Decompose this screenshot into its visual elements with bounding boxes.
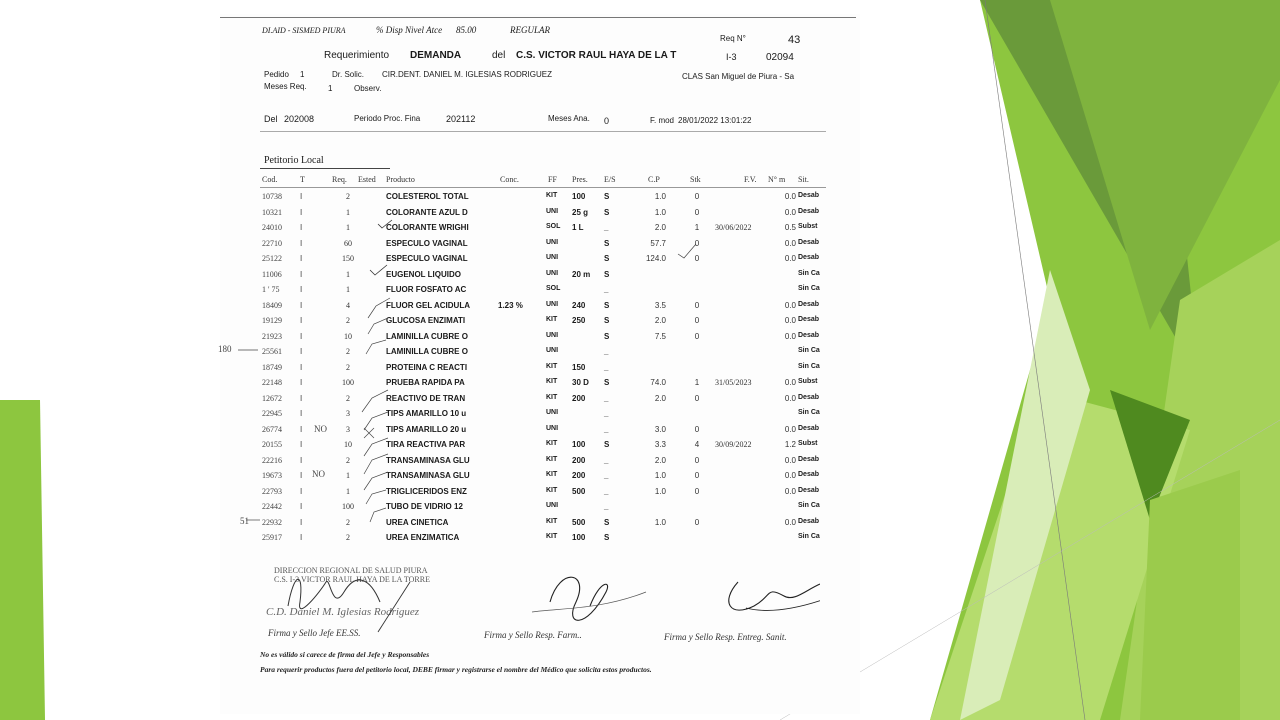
cell-es: _ xyxy=(604,362,609,372)
cell-t: I xyxy=(300,409,303,418)
cell-cod: 22148 xyxy=(262,378,282,387)
cell-sit: Desab xyxy=(798,192,820,199)
cell-producto: TIPS AMARILLO 20 u xyxy=(386,424,467,434)
footer-note-1: No es válido si carece de firma del Jefe y Responsables xyxy=(260,650,430,659)
petitorio-label: Petitorio Local xyxy=(264,155,324,166)
cell-pres: 240 xyxy=(572,300,586,310)
margin-note-c: NO xyxy=(312,469,325,479)
pedido-value: 1 xyxy=(300,70,305,79)
cell-req: 1 xyxy=(346,486,350,496)
cell-cod: 22216 xyxy=(262,455,282,465)
cell-stk: 0 xyxy=(694,300,700,310)
cell-pres: 200 xyxy=(572,393,586,403)
cell-nm: 0.0 xyxy=(784,300,796,310)
cell-producto: TRANSAMINASA GLU xyxy=(386,471,470,480)
org-name: DI.AID - SISMED PIURA xyxy=(262,26,346,35)
cell-ff: UNI xyxy=(546,238,559,246)
cell-nm: 0.0 xyxy=(784,192,796,201)
cell-req: 2 xyxy=(346,455,350,465)
cell-pres: 200 xyxy=(572,455,586,465)
cell-stk: 0 xyxy=(694,517,700,527)
cell-producto: EUGENOL LIQUIDO xyxy=(386,269,461,279)
cell-t: I xyxy=(300,331,303,341)
cell-producto: TRANSAMINASA GLU xyxy=(386,455,470,465)
cell-producto: TRIGLICERIDOS ENZ xyxy=(386,486,467,496)
cell-nm: 0.0 xyxy=(784,238,796,248)
cell-cod: 18409 xyxy=(262,300,282,310)
cell-cod: 22793 xyxy=(262,486,282,496)
cell-cp: 3.0 xyxy=(654,424,666,434)
cell-stk: 0 xyxy=(694,254,700,263)
cell-req: 10 xyxy=(344,331,352,341)
cell-sit: Desab xyxy=(798,331,820,339)
fmod-label: F. mod xyxy=(650,116,675,125)
cell-producto: ESPECULO VAGINAL xyxy=(386,254,468,263)
periodo-value: 202112 xyxy=(446,114,476,124)
signature-label-farm: Firma y Sello Resp. Farm.. xyxy=(484,630,582,640)
cell-cp: 2.0 xyxy=(654,223,666,232)
cell-stk: 1 xyxy=(694,223,700,232)
cell-t: I xyxy=(300,238,303,248)
cell-stk: 0 xyxy=(694,455,700,465)
cell-cod: 21923 xyxy=(262,331,282,341)
cell-producto: UREA ENZIMATICA xyxy=(386,533,460,542)
cell-fv: 30/09/2022 xyxy=(715,440,752,449)
cell-nm: 0.5 xyxy=(784,223,796,232)
cell-nm: 0.0 xyxy=(784,207,796,217)
cell-producto: FLUOR GEL ACIDULA xyxy=(386,300,470,310)
cell-t: I xyxy=(300,533,303,542)
cell-producto: REACTIVO DE TRAN xyxy=(386,393,466,403)
cell-cp: 74.0 xyxy=(650,378,666,387)
cell-cod: 25122 xyxy=(262,254,282,263)
cell-producto: UREA CINETICA xyxy=(386,517,449,527)
col-fv: F.V. xyxy=(744,175,757,184)
cell-cod: 18749 xyxy=(262,362,282,372)
cell-nm: 0.0 xyxy=(784,393,796,403)
cell-stk: 0 xyxy=(694,471,700,480)
cell-req: 3 xyxy=(346,424,350,434)
cell-cp: 3.5 xyxy=(654,300,666,310)
cell-sit: Desab xyxy=(798,316,820,323)
cell-sit: Desab xyxy=(798,424,820,432)
cell-t: I xyxy=(300,517,303,527)
cell-fv: 30/06/2022 xyxy=(715,223,752,232)
cell-t: I xyxy=(300,486,303,496)
cell-req: 150 xyxy=(342,254,354,263)
cell-sit: Desab xyxy=(798,254,820,261)
cell-stk: 0 xyxy=(694,424,700,434)
cell-ff: KIT xyxy=(546,192,558,199)
cell-t: I xyxy=(300,455,303,465)
cell-pres: 100 xyxy=(572,440,586,449)
cell-t: I xyxy=(300,207,303,217)
cell-req: 1 xyxy=(346,285,350,294)
cell-cod: 26774 xyxy=(262,424,282,434)
title-code: 02094 xyxy=(766,52,794,63)
cell-t: I xyxy=(300,440,303,449)
cell-nm: 0.0 xyxy=(784,254,796,263)
cell-es: S xyxy=(604,533,610,542)
col-sit: Sit. xyxy=(798,175,809,184)
cell-stk: 1 xyxy=(694,378,700,387)
cell-req: 2 xyxy=(346,393,350,403)
cell-pres: 20 m xyxy=(572,269,591,279)
cell-es: _ xyxy=(604,285,609,294)
title-prefix: Requerimiento xyxy=(324,50,390,61)
cell-ff: UNI xyxy=(546,424,559,432)
cell-ff: UNI xyxy=(546,207,559,215)
cell-pres: 100 xyxy=(572,192,586,201)
col-ff: FF xyxy=(548,175,557,184)
cell-cp: 2.0 xyxy=(654,316,666,325)
cell-nm: 0.0 xyxy=(784,331,796,341)
cell-ff: KIT xyxy=(546,362,558,370)
cell-es: S xyxy=(604,207,610,217)
cell-ff: KIT xyxy=(546,517,558,525)
cell-req: 100 xyxy=(342,378,354,387)
cell-es: _ xyxy=(604,223,609,232)
cell-cp: 1.0 xyxy=(654,517,666,527)
cell-cod: 19129 xyxy=(262,316,282,325)
cell-ff: SOL xyxy=(546,223,561,230)
cell-sit: Desab xyxy=(798,486,820,494)
cell-producto: COLORANTE WRIGHI xyxy=(386,223,469,232)
cell-stk: 0 xyxy=(694,207,700,217)
col-t: T xyxy=(300,175,305,184)
cell-stk: 0 xyxy=(694,316,700,325)
cell-es: _ xyxy=(604,471,609,480)
cell-cod: 10738 xyxy=(262,192,282,201)
cell-pres: 25 g xyxy=(572,207,589,217)
col-conc: Conc. xyxy=(500,175,519,184)
cell-pres: 150 xyxy=(572,362,586,372)
margin-note-a: 180 xyxy=(218,344,232,354)
title-type: DEMANDA xyxy=(410,50,462,61)
cell-stk: 0 xyxy=(694,331,700,341)
cell-req: 1 xyxy=(346,207,350,217)
req-number-label: Req N° xyxy=(720,34,746,43)
cell-producto: PRUEBA RAPIDA PA xyxy=(386,378,465,387)
cell-t: I xyxy=(300,362,303,372)
cell-es: S xyxy=(604,440,610,449)
cell-t: I xyxy=(300,393,303,403)
handwritten-annotations xyxy=(220,184,860,544)
cell-req: 2 xyxy=(346,192,350,201)
solic-value: CIR.DENT. DANIEL M. IGLESIAS RODRIGUEZ xyxy=(382,70,552,79)
cell-cod: 20155 xyxy=(262,440,282,449)
cell-cod: 25917 xyxy=(262,533,282,542)
clas-value: CLAS San Miguel de Piura - Sa xyxy=(682,72,795,81)
cell-es: _ xyxy=(604,502,609,511)
cell-es: _ xyxy=(604,455,609,465)
cell-es: S xyxy=(604,254,610,263)
cell-sit: Desab xyxy=(798,517,820,525)
cell-sit: Sin Ca xyxy=(798,533,820,540)
cell-producto: PROTEINA C REACTI xyxy=(386,362,468,372)
cell-ff: UNI xyxy=(546,269,559,277)
cell-nm: 0.0 xyxy=(784,471,796,480)
cell-ff: KIT xyxy=(546,316,558,323)
col-req: Req. xyxy=(332,175,347,184)
cell-req: 100 xyxy=(342,502,354,511)
meses-ana-value: 0 xyxy=(604,116,610,126)
solic-label: Dr. Solic. xyxy=(332,70,365,79)
cell-t: I xyxy=(300,378,303,387)
cell-nm: 1.2 xyxy=(784,440,796,449)
cell-es: S xyxy=(604,316,610,325)
cell-ff: UNI xyxy=(546,347,559,354)
col-nm: N° m xyxy=(768,175,786,184)
footer-note-2: Para requerir productos fuera del petitorio local, DEBE firmar y registrarse el nombre del Médico que solicita estos productos. xyxy=(260,665,652,674)
cell-nm: 0.0 xyxy=(784,378,796,387)
margin-note-b: NO xyxy=(314,424,327,434)
col-es: E/S xyxy=(604,175,616,184)
cell-cod: 10321 xyxy=(262,207,282,217)
cell-stk: 0 xyxy=(694,486,700,496)
cell-cod: 25561 xyxy=(262,347,282,356)
del-label: Del xyxy=(264,114,278,124)
cell-producto: TIRA REACTIVA PAR xyxy=(386,440,466,449)
cell-cod: 19673 xyxy=(262,471,282,480)
cell-t: I xyxy=(300,223,303,232)
cell-sit: Sin Ca xyxy=(798,502,820,509)
cell-nm: 0.0 xyxy=(784,455,796,465)
cell-stk: 0 xyxy=(694,238,700,248)
cell-es: S xyxy=(604,269,610,279)
cell-ff: UNI xyxy=(546,502,559,509)
cell-ff: KIT xyxy=(546,486,558,494)
cell-t: I xyxy=(300,269,303,279)
cell-sit: Desab xyxy=(798,207,820,215)
cell-es: _ xyxy=(604,393,609,403)
cell-ff: SOL xyxy=(546,285,561,292)
cell-sit: Subst xyxy=(798,223,818,230)
cell-producto: LAMINILLA CUBRE O xyxy=(386,347,468,356)
col-producto: Producto xyxy=(386,175,415,184)
col-cp: C.P xyxy=(648,175,660,184)
cell-cod: 24010 xyxy=(262,223,282,232)
col-ested: Ested xyxy=(358,175,376,184)
disp-value: 85.00 xyxy=(456,25,477,35)
cell-sit: Desab xyxy=(798,471,820,478)
cell-es: S xyxy=(604,331,610,341)
cell-pres: 30 D xyxy=(572,378,589,387)
cell-req: 2 xyxy=(346,362,350,372)
cell-sit: Desab xyxy=(798,238,820,246)
cell-t: I xyxy=(300,502,303,511)
cell-cp: 2.0 xyxy=(654,393,666,403)
cell-nm: 0.0 xyxy=(784,517,796,527)
cell-cp: 1.0 xyxy=(654,207,666,217)
pedido-label: Pedido xyxy=(264,70,289,79)
cell-cp: 3.3 xyxy=(654,440,666,449)
cell-es: _ xyxy=(604,347,609,356)
cell-cp: 7.5 xyxy=(654,331,666,341)
cell-es: S xyxy=(604,300,610,310)
cell-producto: ESPECULO VAGINAL xyxy=(386,238,468,248)
cell-producto: COLESTEROL TOTAL xyxy=(386,192,469,201)
cell-ff: KIT xyxy=(546,471,558,478)
cell-t: I xyxy=(300,347,303,356)
cell-cod: 12672 xyxy=(262,393,282,403)
cell-ff: KIT xyxy=(546,440,558,447)
cell-cp: 1.0 xyxy=(654,471,666,480)
cell-cp: 124.0 xyxy=(645,254,666,263)
cell-cod: 22710 xyxy=(262,238,282,248)
cell-sit: Desab xyxy=(798,455,820,463)
cell-req: 3 xyxy=(346,409,350,418)
status-value: REGULAR xyxy=(510,25,550,35)
cell-pres: 100 xyxy=(572,533,586,542)
cell-req: 2 xyxy=(346,347,350,356)
cell-cod: 1 ' 75 xyxy=(262,285,280,294)
margin-note-d: 51 xyxy=(240,516,249,526)
cell-req: 1 xyxy=(346,471,350,480)
periodo-label: Periodo Proc. Fina xyxy=(354,114,421,123)
cell-t: I xyxy=(300,471,303,480)
cell-es: S xyxy=(604,238,610,248)
cell-cod: 22945 xyxy=(262,409,282,418)
cell-ff: KIT xyxy=(546,455,558,463)
cell-nm: 0.0 xyxy=(784,424,796,434)
cell-stk: 0 xyxy=(694,393,700,403)
cell-t: I xyxy=(300,316,303,325)
cell-req: 1 xyxy=(346,269,350,279)
cell-t: I xyxy=(300,192,303,201)
stamp-name: C.D. Daniel M. Iglesias Rodriguez xyxy=(266,606,420,618)
cell-cp: 57.7 xyxy=(650,238,666,248)
col-cod: Cod. xyxy=(262,175,278,184)
title-level: I-3 xyxy=(726,52,737,62)
cell-sit: Sin Ca xyxy=(798,269,820,277)
cell-producto: GLUCOSA ENZIMATI xyxy=(386,316,466,325)
cell-stk: 4 xyxy=(694,440,700,449)
cell-pres: 250 xyxy=(572,316,586,325)
title-facility: C.S. VICTOR RAUL HAYA DE LA T xyxy=(516,50,677,61)
cell-es: S xyxy=(604,378,610,387)
cell-sit: Sin Ca xyxy=(798,409,820,416)
cell-t: I xyxy=(300,424,303,434)
cell-ff: KIT xyxy=(546,378,558,385)
cell-cod: 22932 xyxy=(262,517,282,527)
cell-cp: 1.0 xyxy=(654,486,666,496)
fmod-value: 28/01/2022 13:01:22 xyxy=(678,116,752,125)
cell-ff: KIT xyxy=(546,393,558,401)
stamp-line2: C.S. I-3 VICTOR RAUL HAYA DE LA TORRE xyxy=(274,575,430,584)
cell-t: I xyxy=(300,300,303,310)
cell-nm: 0.0 xyxy=(784,316,796,325)
cell-ff: UNI xyxy=(546,331,559,339)
cell-pres: 500 xyxy=(572,486,586,496)
cell-sit: Sin Ca xyxy=(798,362,820,370)
cell-producto: COLORANTE AZUL D xyxy=(386,207,468,217)
cell-req: 60 xyxy=(344,238,352,248)
cell-req: 10 xyxy=(344,440,352,449)
cell-es: S xyxy=(604,517,610,527)
cell-nm: 0.0 xyxy=(784,486,796,496)
cell-t: I xyxy=(300,254,303,263)
cell-cp: 1.0 xyxy=(654,192,666,201)
cell-sit: Sin Ca xyxy=(798,285,820,292)
cell-stk: 0 xyxy=(694,192,700,201)
cell-sit: Desab xyxy=(798,300,820,308)
cell-es: _ xyxy=(604,424,609,434)
cell-es: _ xyxy=(604,486,609,496)
cell-sit: Subst xyxy=(798,440,818,447)
cell-conc: 1.23 % xyxy=(498,300,523,310)
title-del: del xyxy=(492,50,506,61)
col-pres: Pres. xyxy=(572,175,588,184)
del-value: 202008 xyxy=(284,114,315,124)
cell-pres: 200 xyxy=(572,471,586,480)
meses-req-label: Meses Req. xyxy=(264,82,307,91)
cell-req: 2 xyxy=(346,517,350,527)
cell-cp: 2.0 xyxy=(654,455,666,465)
cell-producto: FLUOR FOSFATO AC xyxy=(386,285,467,294)
meses-req-value: 1 xyxy=(328,84,333,93)
disp-label: % Disp Nivel Atce xyxy=(376,25,443,35)
cell-req: 1 xyxy=(346,223,350,232)
cell-sit: Sin Ca xyxy=(798,347,820,354)
cell-producto: TUBO DE VIDRIO 12 xyxy=(386,502,463,511)
meses-ana-label: Meses Ana. xyxy=(548,114,590,123)
cell-producto: TIPS AMARILLO 10 u xyxy=(386,409,467,418)
scanned-requisition-document xyxy=(220,14,860,714)
cell-cod: 22442 xyxy=(262,502,282,511)
observ-label: Observ. xyxy=(354,84,382,93)
cell-producto: LAMINILLA CUBRE O xyxy=(386,331,468,341)
cell-t: I xyxy=(300,285,303,294)
cell-sit: Subst xyxy=(798,378,818,385)
cell-pres: 500 xyxy=(572,517,586,527)
cell-ff: UNI xyxy=(546,254,559,261)
req-number-value: 43 xyxy=(788,34,801,46)
cell-req: 4 xyxy=(346,300,350,310)
signature-label-entreg: Firma y Sello Resp. Entreg. Sanit. xyxy=(664,632,787,642)
cell-ff: UNI xyxy=(546,300,559,308)
cell-ff: KIT xyxy=(546,533,558,540)
cell-req: 2 xyxy=(346,316,350,325)
stamp-line1: DIRECCION REGIONAL DE SALUD PIURA xyxy=(274,566,428,575)
cell-cod: 11006 xyxy=(262,269,282,279)
col-stk: Stk xyxy=(690,175,701,184)
cell-ff: UNI xyxy=(546,409,559,416)
cell-es: _ xyxy=(604,409,609,418)
cell-sit: Desab xyxy=(798,393,820,401)
cell-es: S xyxy=(604,192,610,201)
cell-pres: 1 L xyxy=(572,223,584,232)
cell-req: 2 xyxy=(346,533,350,542)
cell-fv: 31/05/2023 xyxy=(715,378,752,387)
signature-label-jefe: Firma y Sello Jefe EE.SS. xyxy=(268,628,361,638)
